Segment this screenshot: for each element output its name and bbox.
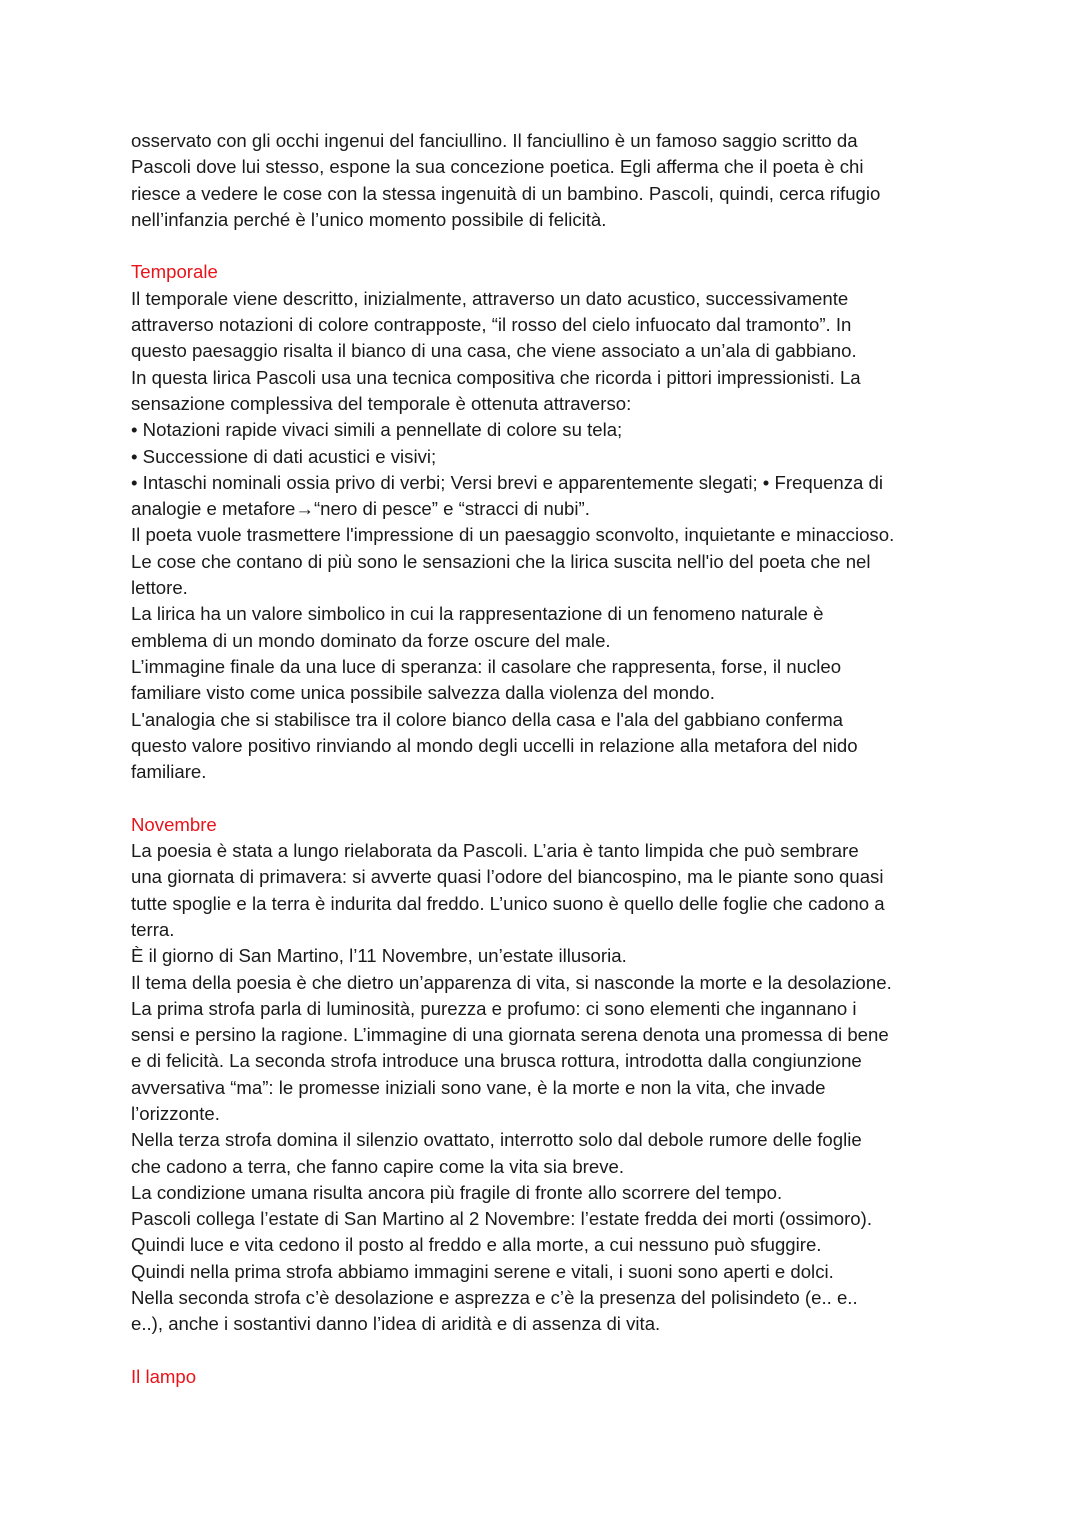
text-line: È il giorno di San Martino, l’11 Novembre, un’estate illusoria. (131, 945, 627, 967)
bullet-item: • Successione di dati acustici e visivi; (131, 445, 437, 467)
text-line: Quindi nella prima strofa abbiamo immagini serene e vitali, i suoni sono aperti e dolci. (131, 1260, 834, 1282)
text-line: Il temporale viene descritto, inizialmente, attraverso un dato acustico, successivamente (131, 287, 849, 309)
text-line: Pascoli dove lui stesso, espone la sua concezione poetica. Egli afferma che il poeta è chi (131, 156, 864, 178)
text-line: riesce a vedere le cose con la stessa ingenuità di un bambino. Pascoli, quindi, cerca rifugio (131, 182, 881, 204)
text-line: Nella terza strofa domina il silenzio ovattato, interrotto solo dal debole rumore delle foglie (131, 1129, 862, 1151)
text-line: nell’infanzia perché è l’unico momento possibile di felicità. (131, 208, 607, 230)
section-novembre (131, 812, 951, 1338)
text-line: Pascoli collega l’estate di San Martino al 2 Novembre: l’estate fredda dei morti (ossimoro). (131, 1208, 872, 1230)
text-line: L’immagine finale da una luce di speranza: il casolare che rappresenta, forse, il nucleo (131, 655, 842, 677)
paragraph-gap (131, 233, 951, 259)
section-temporale (131, 259, 951, 785)
text-line: Le cose che contano di più sono le sensazioni che la lirica suscita nell'io del poeta che nel (131, 550, 871, 572)
text-line: analogie e metafore→“nero di pesce” e “stracci di nubi”. (131, 498, 590, 520)
novembre-paragraph (131, 838, 951, 1338)
text-line: Quindi luce e vita cedono il posto al freddo e alla morte, a cui nessuno può sfuggire. (131, 1234, 822, 1256)
text-line: questo valore positivo rinviando al mondo degli uccelli in relazione alla metafora del nido (131, 734, 858, 756)
section-heading-novembre: Novembre (131, 813, 217, 835)
text-line: familiare. (131, 761, 207, 783)
text-line: La prima strofa parla di luminosità, purezza e profumo: ci sono elementi che ingannano i (131, 997, 857, 1019)
text-line: La condizione umana risulta ancora più fragile di fronte allo scorrere del tempo. (131, 1181, 783, 1203)
text-line: avversativa “ma”: le promesse iniziali sono vane, è la morte e non la vita, che invade (131, 1076, 826, 1098)
text-line: che cadono a terra, che fanno capire come la vita sia breve. (131, 1155, 625, 1177)
text-line: attraverso notazioni di colore contrapposte, “il rosso del cielo infuocato dal tramonto”. In (131, 314, 852, 336)
section-il-lampo (131, 1364, 951, 1390)
text-line: La lirica ha un valore simbolico in cui la rappresentazione di un fenomeno naturale è (131, 603, 824, 625)
text-line: emblema di un mondo dominato da forze oscure del male. (131, 629, 611, 651)
text-line: La poesia è stata a lungo rielaborata da Pascoli. L’aria è tanto limpida che può sembrare (131, 840, 859, 862)
bullet-item: • Intaschi nominali ossia privo di verbi; Versi brevi e apparentemente slegati; • Frequenza di (131, 471, 883, 493)
paragraph-gap (131, 1338, 951, 1364)
text-line: In questa lirica Pascoli usa una tecnica compositiva che ricorda i pittori impressionisti. La (131, 366, 861, 388)
text-line: e di felicità. La seconda strofa introduce una brusca rottura, introdotta dalla congiunzione (131, 1050, 862, 1072)
text-line: Il poeta vuole trasmettere l'impressione di un paesaggio sconvolto, inquietante e minaccioso. (131, 524, 895, 546)
text-line: Nella seconda strofa c’è desolazione e asprezza e c’è la presenza del polisindeto (e.. e.. (131, 1287, 858, 1309)
text-line: e..), anche i sostantivi danno l’idea di aridità e di assenza di vita. (131, 1313, 661, 1335)
section-heading-temporale: Temporale (131, 261, 218, 283)
document-page (131, 128, 951, 1390)
text-line: terra. (131, 918, 175, 940)
text-line: una giornata di primavera: si avverte quasi l’odore del biancospino, ma le piante sono quasi (131, 866, 884, 888)
bullet-item: • Notazioni rapide vivaci simili a pennellate di colore su tela; (131, 419, 623, 441)
intro-paragraph (131, 128, 951, 233)
text-line: l’orizzonte. (131, 1102, 220, 1124)
text-line: familiare visto come unica possibile salvezza dalla violenza del mondo. (131, 682, 715, 704)
text-line: questo paesaggio risalta il bianco di una casa, che viene associato a un’ala di gabbiano. (131, 340, 857, 362)
text-line: sensi e persino la ragione. L’immagine di una giornata serena denota una promessa di bene (131, 1024, 889, 1046)
text-line: L'analogia che si stabilisce tra il colore bianco della casa e l'ala del gabbiano conferma (131, 708, 844, 730)
temporale-paragraph (131, 286, 951, 786)
text-line: sensazione complessiva del temporale è ottenuta attraverso: (131, 392, 632, 414)
text-line: lettore. (131, 577, 188, 599)
paragraph-gap (131, 785, 951, 811)
text-line: osservato con gli occhi ingenui del fanciullino. Il fanciullino è un famoso saggio scritto da (131, 130, 858, 151)
section-heading-il-lampo: Il lampo (131, 1365, 197, 1387)
text-line: tutte spoglie e la terra è indurita dal freddo. L’unico suono è quello delle foglie che cadono a (131, 892, 885, 914)
text-line: Il tema della poesia è che dietro un’apparenza di vita, si nasconde la morte e la desolazione. (131, 971, 892, 993)
